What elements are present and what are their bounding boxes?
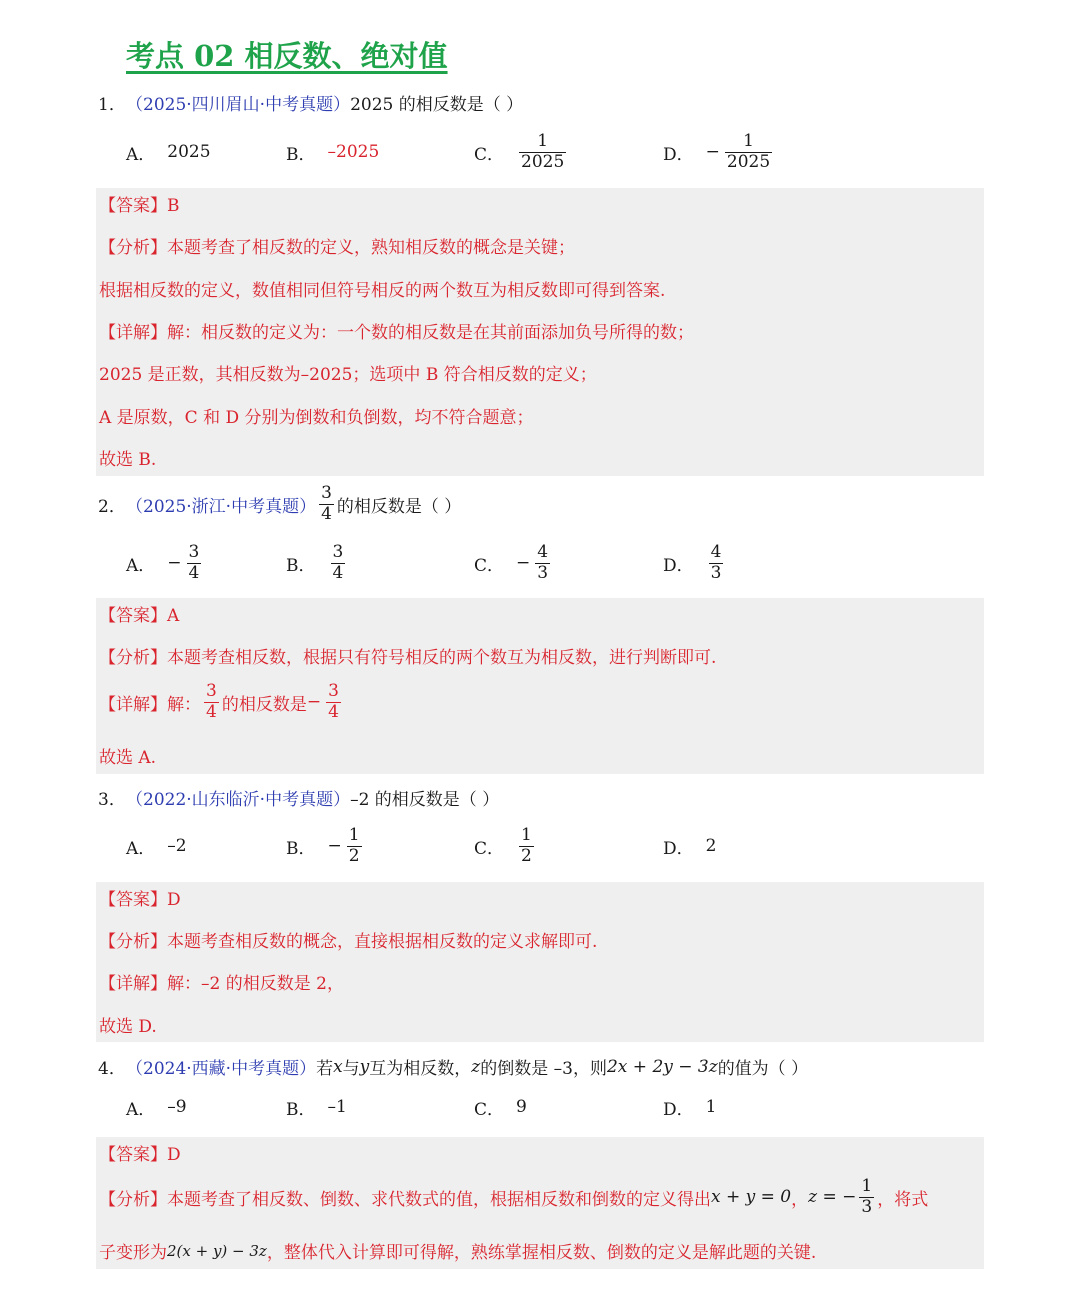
question-number: 2．: [98, 496, 126, 517]
detail-line-2: 2025 是正数，其相反数为–2025；选项中 B 符合相反数的定义；: [99, 365, 597, 385]
answer-box-3: [96, 882, 984, 1042]
option-d: D． $\frac{4}{3}$: [663, 541, 722, 583]
detail-line: 【详解】解：相反数的定义为：一个数的相反数是在其前面添加负号所得的数；: [99, 323, 694, 343]
detail-line-3: A 是原数，C 和 D 分别为倒数和负倒数，均不符合题意；: [99, 408, 534, 428]
question-text: 2025 的相反数是（ ）: [350, 95, 524, 115]
option-b: B． –2025: [286, 142, 380, 165]
fraction: $\frac{3}{4}$: [206, 681, 217, 722]
analysis-line-2: 根据相反数的定义，数值相同但符号相反的两个数互为相反数即可得到答案.: [99, 281, 666, 301]
question-source: （2022·山东临沂·中考真题）: [126, 790, 351, 810]
option-a: A． − $\frac{3}{4}$: [126, 541, 200, 583]
answer-line: 【答案】D: [99, 1145, 181, 1165]
detail-line: 【详解】解：–2 的相反数是 2，: [99, 974, 344, 994]
fraction: $\frac{3}{4}$: [328, 681, 339, 722]
page-title: 考点 02 相反数、绝对值: [126, 39, 448, 73]
answer-box-1: [96, 188, 984, 476]
question-3-stem: [98, 785, 499, 810]
question-number: 3．: [98, 790, 126, 810]
fraction: $\frac{1}{2025}$: [726, 130, 771, 172]
option-d: D． 1: [663, 1097, 717, 1120]
option-c: C． $\frac{1}{2025}$: [474, 130, 565, 172]
fraction: $\frac{3}{4}$: [188, 541, 200, 583]
question-text: –2 的相反数是（ ）: [350, 790, 500, 810]
expression: 2x + 2y − 3z: [606, 1056, 718, 1077]
option-a: A． 2025: [126, 142, 211, 165]
option-d: D． 2: [663, 836, 717, 859]
question-1-stem: [98, 90, 523, 115]
answer-line: 【答案】A: [99, 606, 180, 626]
conclusion-line: 故选 B.: [99, 450, 157, 470]
fraction: $\frac{4}{3}$: [537, 541, 549, 583]
question-number: 4．: [98, 1059, 126, 1079]
option-b: B． − $\frac{1}{2}$: [286, 824, 360, 866]
question-4-options: [126, 1080, 886, 1134]
option-c: C． $\frac{1}{2}$: [474, 824, 532, 866]
question-2-options: [126, 536, 886, 590]
question-3-options: [126, 819, 886, 873]
answer-box-2: [96, 598, 984, 774]
option-c: C． 9: [474, 1097, 527, 1120]
conclusion-line: 故选 D.: [99, 1017, 157, 1037]
analysis-line: 【分析】本题考查相反数，根据只有符号相反的两个数互为相反数，进行判断即可.: [99, 648, 717, 668]
option-a: A． –9: [126, 1097, 187, 1120]
option-b: B． $\frac{3}{4}$: [286, 541, 344, 583]
option-d: D． − $\frac{1}{2025}$: [663, 130, 771, 172]
question-1-options: [126, 125, 886, 179]
question-2-stem: [98, 484, 461, 524]
fraction: $\frac{1}{2025}$: [521, 130, 565, 172]
fraction: $\frac{3}{4}$: [321, 483, 332, 524]
fraction: $\frac{4}{3}$: [710, 541, 722, 583]
question-number: 1．: [98, 95, 126, 115]
answer-line: 【答案】B: [99, 196, 180, 216]
conclusion-line: 故选 A.: [99, 748, 157, 768]
question-4-stem: 4． （2024·西藏·中考真题） 若 x 与 y 互为相反数， z 的倒数是 –3，则 2x + 2y − 3z 的值为（ ）: [98, 1054, 808, 1079]
fraction: $\frac{1}{3}$: [861, 1176, 873, 1217]
question-source: （2024·西藏·中考真题）: [126, 1059, 317, 1079]
question-source: （2025·四川眉山·中考真题）: [126, 95, 351, 115]
answer-line: 【答案】D: [99, 890, 181, 910]
option-b: B． –1: [286, 1097, 347, 1120]
analysis-line: 【分析】本题考查相反数的概念，直接根据相反数的定义求解即可.: [99, 932, 598, 952]
fraction: $\frac{1}{2}$: [521, 824, 532, 866]
analysis-line: 【分析】本题考查了相反数、倒数、求代数式的值，根据相反数和倒数的定义得出 x + y = 0 ， z = − $\frac{1}{3}$ ，将式: [99, 1176, 929, 1217]
fraction: $\frac{3}{4}$: [332, 541, 344, 583]
analysis-line-2: 子变形为 2(x + y) − 3z ，整体代入计算即可得解，熟练掌握相反数、倒数的定义是解此题的关键.: [99, 1241, 817, 1263]
analysis-line: 【分析】本题考查了相反数的定义，熟知相反数的概念是关键；: [99, 238, 575, 258]
detail-line: 【详解】解： $\frac{3}{4}$ 的相反数是 − $\frac{3}{4}$: [99, 681, 339, 722]
fraction: $\frac{1}{2}$: [348, 824, 360, 866]
option-c: C． − $\frac{4}{3}$: [474, 541, 549, 583]
question-source: （2025·浙江·中考真题）: [126, 496, 317, 517]
question-text: 的相反数是（ ）: [336, 496, 462, 517]
option-a: A． –2: [126, 836, 187, 859]
answer-box-4: [96, 1137, 984, 1269]
